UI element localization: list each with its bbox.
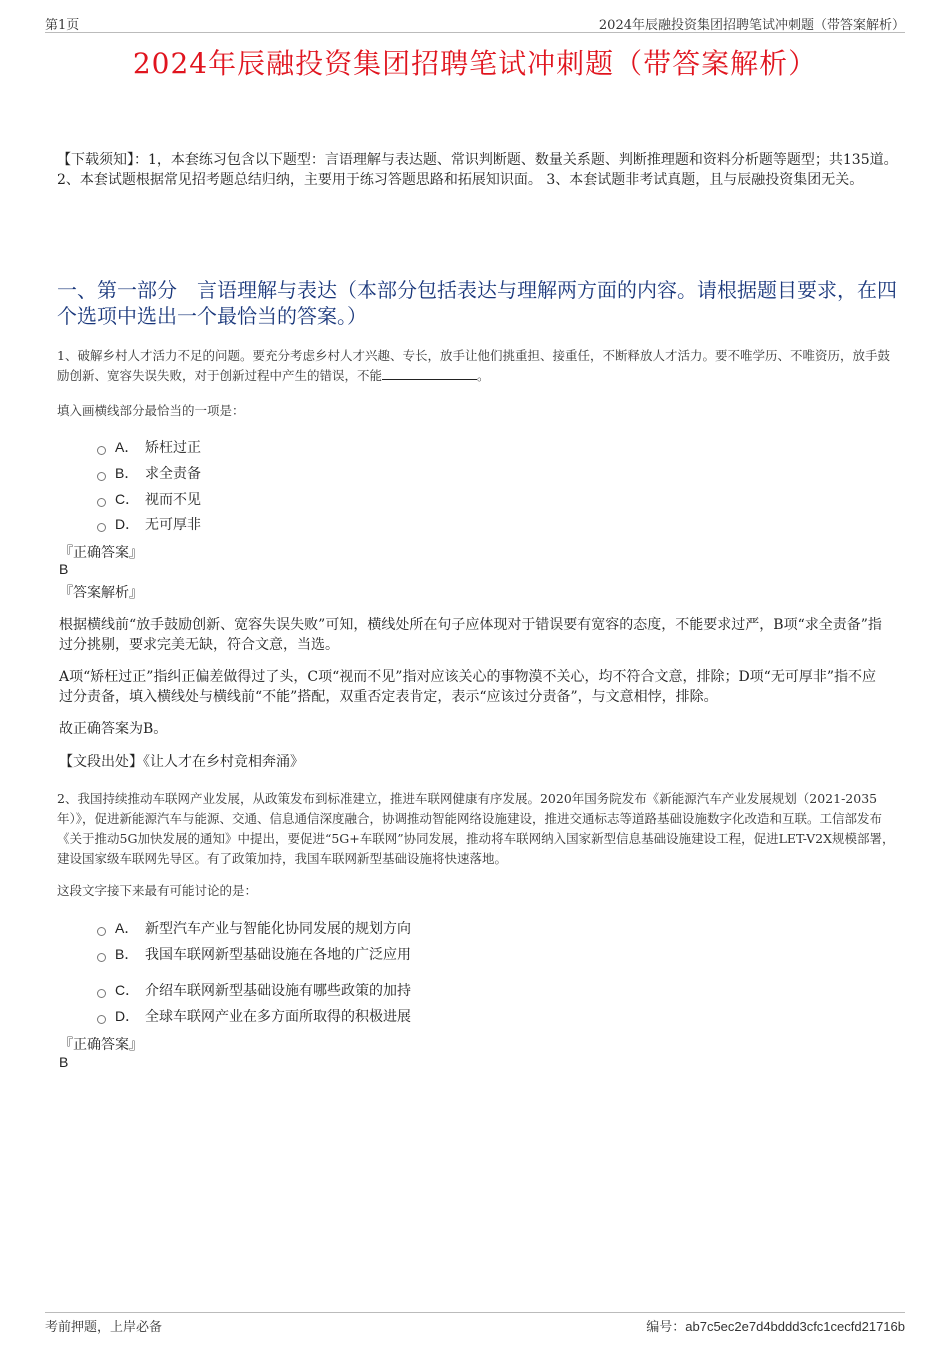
option-letter: A． (115, 439, 139, 455)
option-text: 视而不见 (145, 492, 201, 508)
footer-code-value: ab7c5ec2e7d4bddd3cfc1cecfd21716b (685, 1319, 905, 1334)
header-doc-title: 2024年辰融投资集团招聘笔试冲刺题（带答案解析） (598, 18, 905, 33)
radio-icon[interactable] (97, 1015, 106, 1024)
radio-icon[interactable] (97, 989, 106, 998)
question-1-stem-text: 1、破解乡村人才活力不足的问题。要充分考虑乡村人才兴趣、专长，放手让他们挑重担、接重任，不断释放人才活力。要不唯学历、不唯资历，放手鼓励创新、宽容失误失败，对于创新过程中产生的错误，不能 (57, 348, 890, 383)
question-2-option-b[interactable] (97, 944, 411, 964)
analysis-paragraph: A项“矫枉过正”指纠正偏差做得过了头，C项“视而不见”指对应该关心的事物漠不关心，均不符合文意，排除；D项“无可厚非”指不应过分责备，填入横线处与横线前“不能”搭配，双重否定表肯定，表示“应该过分责备”，与文意相悖，排除。 (59, 669, 876, 705)
option-text: 新型汽车产业与智能化协同发展的规划方向 (145, 921, 411, 937)
question-1-option-c[interactable] (97, 489, 201, 509)
question-2-answer-label: 『正确答案』 (59, 1037, 143, 1053)
radio-icon[interactable] (97, 953, 106, 962)
radio-icon[interactable] (97, 498, 106, 507)
option-text: 矫枉过正 (145, 440, 201, 456)
question-1-answer-label: 『正确答案』 (59, 545, 143, 561)
download-notice: 【下载须知】：1，本套练习包含以下题型：言语理解与表达题、常识判断题、数量关系题、判断推理题和资料分析题等题型；共135道。 2、本套试题根据常见招考题总结归纳，主要用于练习答题思路和拓展知识面。 3、本套试题非考试真题，且与辰融投资集团无关。 (57, 152, 898, 188)
radio-icon[interactable] (97, 446, 106, 455)
question-1-option-d[interactable] (97, 514, 201, 534)
option-letter: A． (115, 920, 139, 936)
question-2-option-a[interactable] (97, 918, 411, 938)
question-1-stem-end: 。 (477, 368, 490, 383)
option-letter: D． (115, 516, 140, 532)
document-title: 2024年辰融投资集团招聘笔试冲刺题（带答案解析） (132, 47, 818, 80)
footer-code (646, 1316, 905, 1335)
fill-blank (382, 367, 477, 380)
question-1-option-a[interactable] (97, 437, 201, 457)
option-text: 求全责备 (145, 466, 201, 482)
page-number: 第1页 (45, 18, 80, 33)
radio-icon[interactable] (97, 927, 106, 936)
page-header (45, 14, 905, 33)
question-2-prompt: 这段文字接下来最有可能讨论的是： (57, 883, 258, 898)
question-1-option-b[interactable] (97, 463, 201, 483)
page-footer (45, 1312, 905, 1333)
option-letter: B． (115, 465, 139, 481)
section-heading: 一、第一部分 言语理解与表达（本部分包括表达与理解两方面的内容。请根据题目要求，在四个选项中选出一个最恰当的答案。） (57, 278, 897, 328)
question-2-answer: B (59, 1054, 69, 1070)
question-1-stem (57, 346, 897, 386)
question-2-stem: 2、我国持续推动车联网产业发展，从政策发布到标准建立，推进车联网健康有序发展。2020年国务院发布《新能源汽车产业发展规划（2021-2035年）》，促进新能源汽车与能源、交通、信息通信深度融合，协调推动智能网络设施建设，推进交通标志等道路基础设施数字化改造和互联。工信部发布《关于推动5G加快发展的通知》中提出，要促进“5G+车联网”协同发展，推动将车联网纳入国家新型信息基础设施建设工程，促进LET-V2X规模部署，建设国家级车联网先导区。有了政策加持，我国车联网新型基础设施将快速落地。 (57, 791, 895, 866)
footer-slogan: 考前押题，上岸必备 (45, 1320, 163, 1335)
radio-icon[interactable] (97, 472, 106, 481)
question-2-option-c[interactable] (97, 980, 411, 1000)
footer-code-label: 编号： (646, 1320, 686, 1335)
option-letter: B． (115, 946, 139, 962)
analysis-conclusion: 故正确答案为B。 (59, 721, 168, 737)
option-letter: C． (115, 491, 140, 507)
question-1-prompt: 填入画横线部分最恰当的一项是： (57, 403, 245, 418)
question-1-answer: B (59, 561, 69, 577)
analysis-paragraph: 根据横线前“放手鼓励创新、宽容失误失败”可知，横线处所在句子应体现对于错误要有宽容的态度，不能要求过严，B项“求全责备”指过分挑剔，要求完美无缺，符合文意，当选。 (59, 617, 882, 653)
question-2-option-d[interactable] (97, 1006, 411, 1026)
option-letter: D． (115, 1008, 140, 1024)
option-text: 我国车联网新型基础设施在各地的广泛应用 (145, 947, 411, 963)
option-letter: C． (115, 982, 140, 998)
question-1-source: 【文段出处】《让人才在乡村竞相奔涌》 (59, 754, 304, 770)
radio-icon[interactable] (97, 523, 106, 532)
question-1-analysis-label: 『答案解析』 (59, 585, 143, 601)
option-text: 无可厚非 (145, 517, 201, 533)
option-text: 介绍车联网新型基础设施有哪些政策的加持 (145, 983, 411, 999)
option-text: 全球车联网产业在多方面所取得的积极进展 (145, 1009, 411, 1025)
